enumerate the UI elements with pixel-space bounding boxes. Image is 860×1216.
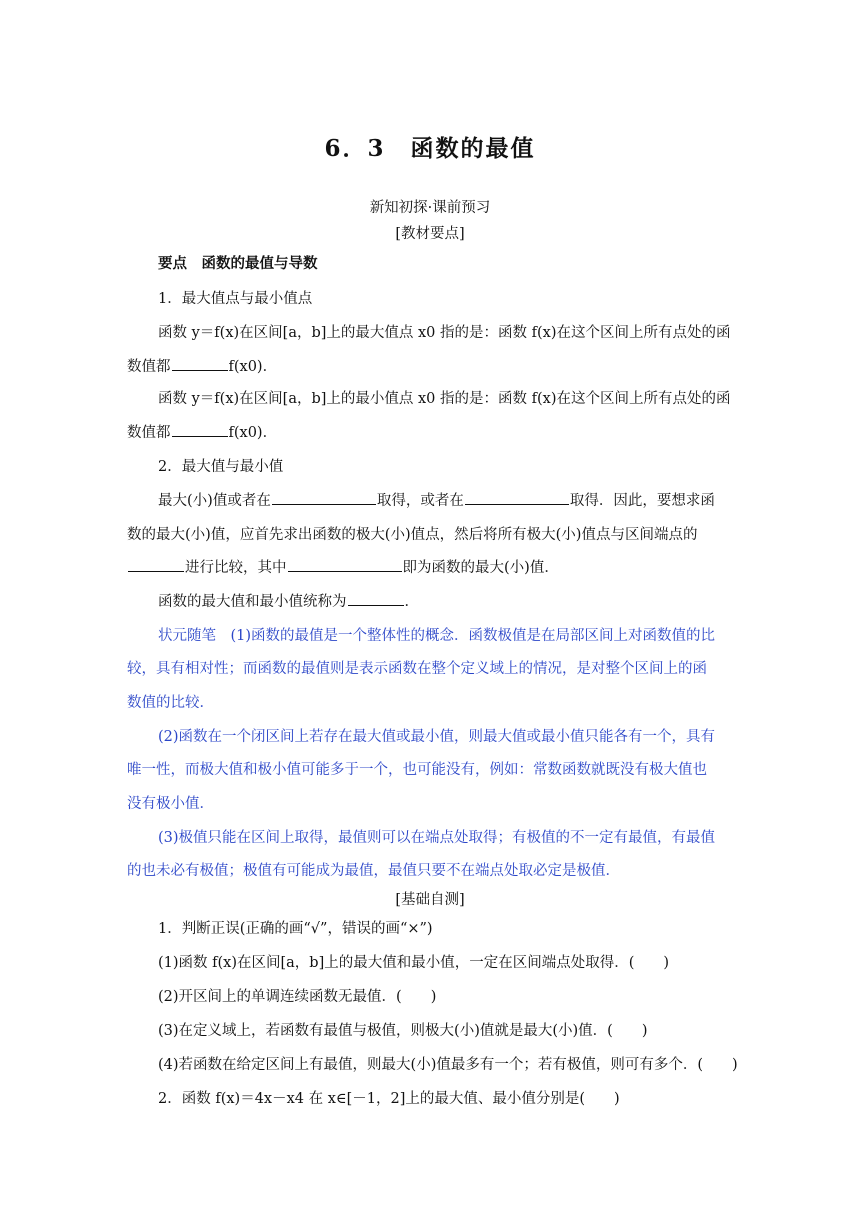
note2-line3: 没有极小值． (127, 796, 214, 812)
textbook-points-label: [教材要点] (395, 226, 465, 242)
question2: 2．函数 f(x)＝4x－x4 在 x∈[－1，2]上的最大值、最小值分别是( ) (158, 1091, 620, 1107)
item2-text-b: 取得，或者在 (376, 493, 464, 509)
item2-line3 (127, 556, 737, 577)
item2-title: 2．最大值与最小值 (158, 459, 284, 475)
item1-para2-text: 数值都 (127, 425, 171, 441)
fill-blank[interactable] (288, 557, 402, 572)
item1-para1-end: f(x0)． (228, 359, 278, 375)
fill-blank[interactable] (172, 356, 228, 371)
question1-title: 1．判断正误(正确的画“√”，错误的画“×”) (158, 921, 433, 937)
item1-para2-end: f(x0)． (228, 425, 278, 441)
question1-item3: (3)在定义域上，若函数有最值与极值，则极大(小)值就是最大(小)值．( ) (158, 1023, 648, 1039)
item2-text-c: 取得．因此，要想求函 (569, 493, 715, 509)
item1-para2-line2 (127, 421, 737, 442)
fill-blank[interactable] (465, 490, 569, 505)
item2-line4 (158, 590, 738, 611)
note3-line1: (3)极值只能在区间上取得，最值则可以在端点处取得；有极值的不一定有最值，有最值 (158, 830, 716, 846)
page-title: 6．3 函数的最值 (324, 135, 536, 162)
item2-text-g: ． (404, 594, 419, 610)
item2-text-d: 进行比较，其中 (185, 560, 287, 576)
self-test-label: [基础自测] (395, 892, 465, 908)
note3-line2: 的也未必有极值；极值有可能成为最值，最值只要不在端点处取必定是极值． (127, 863, 620, 879)
fill-blank[interactable] (128, 557, 184, 572)
item1-para1-line2 (127, 355, 737, 376)
question1-item2: (2)开区间上的单调连续函数无最值．( ) (158, 989, 437, 1005)
note1-line3: 数值的比较． (127, 695, 214, 711)
question1-item4: (4)若函数在给定区间上有最值，则最大(小)值最多有一个；若有极值，则可有多个．( ) (158, 1057, 738, 1073)
item1-title: 1．最大值点与最小值点 (158, 291, 313, 307)
item1-para1-line1: 函数 y＝f(x)在区间[a，b]上的最大值点 x0 指的是：函数 f(x)在这个区间上所有点处的函 (158, 325, 731, 341)
item2-text-a: 最大(小)值或者在 (158, 493, 271, 509)
fill-blank[interactable] (172, 422, 228, 437)
note2-line2: 唯一性，而极大值和极小值可能多于一个，也可能没有，例如：常数函数就既没有极大值也 (127, 762, 707, 778)
item2-text-f: 函数的最大值和最小值统称为 (158, 594, 347, 610)
item2-text-e: 即为函数的最大(小)值． (402, 560, 559, 576)
key-point-heading: 要点 函数的最值与导数 (158, 255, 318, 272)
fill-blank[interactable] (272, 490, 376, 505)
item1-para2-line1: 函数 y＝f(x)在区间[a，b]上的最小值点 x0 指的是：函数 f(x)在这个区间上所有点处的函 (158, 391, 731, 407)
item1-para1-text: 数值都 (127, 359, 171, 375)
section-header: 新知初探·课前预习 (369, 200, 491, 216)
note1-line2: 较，具有相对性；而函数的最值则是表示函数在整个定义域上的情况，是对整个区间上的函 (127, 661, 707, 677)
fill-blank[interactable] (348, 591, 404, 606)
item2-line2: 数的最大(小)值，应首先求出函数的极大(小)值点，然后将所有极大(小)值点与区间端点的 (127, 527, 698, 543)
note1-line1: 状元随笔 (1)函数的最值是一个整体性的概念．函数极值是在局部区间上对函数值的比 (158, 628, 716, 644)
item2-line1 (158, 489, 738, 510)
question1-item1: (1)函数 f(x)在区间[a，b]上的最大值和最小值，一定在区间端点处取得．( ) (158, 955, 670, 971)
note2-line1: (2)函数在一个闭区间上若存在最大值或最小值，则最大值或最小值只能各有一个，具有 (158, 729, 716, 745)
